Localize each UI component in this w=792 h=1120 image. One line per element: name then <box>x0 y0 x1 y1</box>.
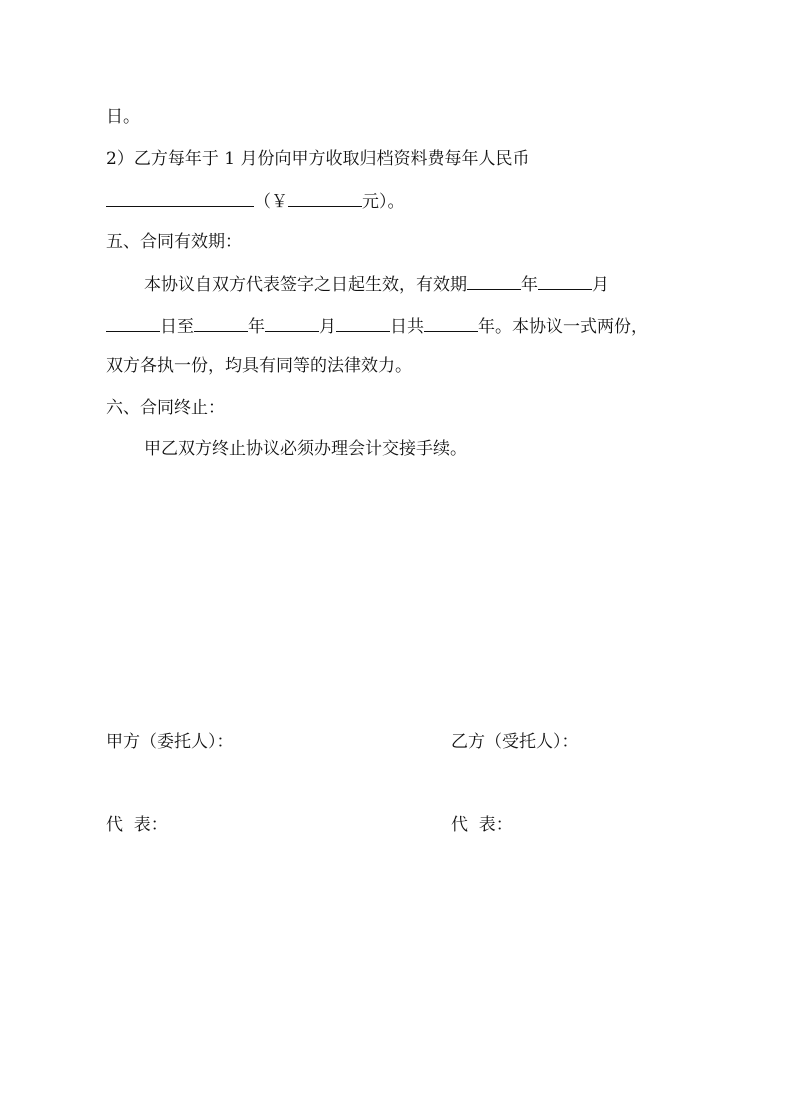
label-day-total: 日共 <box>390 317 424 337</box>
text-line-validity-period <box>106 314 648 338</box>
label-month: 月 <box>592 275 609 295</box>
representative-a-label: 代 表： <box>106 815 168 835</box>
section-heading-validity: 五、合同有效期： <box>106 232 242 252</box>
label-month-2: 月 <box>319 317 336 337</box>
text-line-fee-amount <box>106 189 405 213</box>
text-line-validity-start <box>144 272 609 296</box>
label-day-to: 日至 <box>160 317 194 337</box>
blank-end-day[interactable] <box>336 314 390 332</box>
blank-amount-digits[interactable] <box>288 189 362 207</box>
signature-party-b-label: 乙方（受托人）： <box>451 732 579 752</box>
blank-validity-years[interactable] <box>467 272 521 290</box>
representative-b-label: 代 表： <box>451 815 513 835</box>
blank-validity-months[interactable] <box>538 272 592 290</box>
yuan-symbol-open: （￥ <box>254 192 288 212</box>
label-year-2: 年 <box>248 317 265 337</box>
signature-party-a-label: 甲方（委托人）： <box>106 732 234 752</box>
text-line-day: 日。 <box>106 107 140 127</box>
label-year: 年 <box>521 275 538 295</box>
text-line-copies: 双方各执一份，均具有同等的法律效力。 <box>106 356 412 376</box>
blank-total-years[interactable] <box>424 314 478 332</box>
validity-tail: 年。本协议一式两份， <box>478 317 648 337</box>
text-line-fee-clause: 2）乙方每年于 1 月份向甲方收取归档资料费每年人民币 <box>106 149 530 169</box>
blank-end-year[interactable] <box>194 314 248 332</box>
section-heading-termination: 六、合同终止： <box>106 398 225 418</box>
validity-intro: 本协议自双方代表签字之日起生效，有效期 <box>144 275 467 295</box>
yuan-close: 元）。 <box>362 192 405 212</box>
blank-start-day[interactable] <box>106 314 160 332</box>
text-line-termination: 甲乙双方终止协议必须办理会计交接手续。 <box>144 439 467 459</box>
blank-amount-words[interactable] <box>106 189 254 207</box>
blank-end-month[interactable] <box>265 314 319 332</box>
